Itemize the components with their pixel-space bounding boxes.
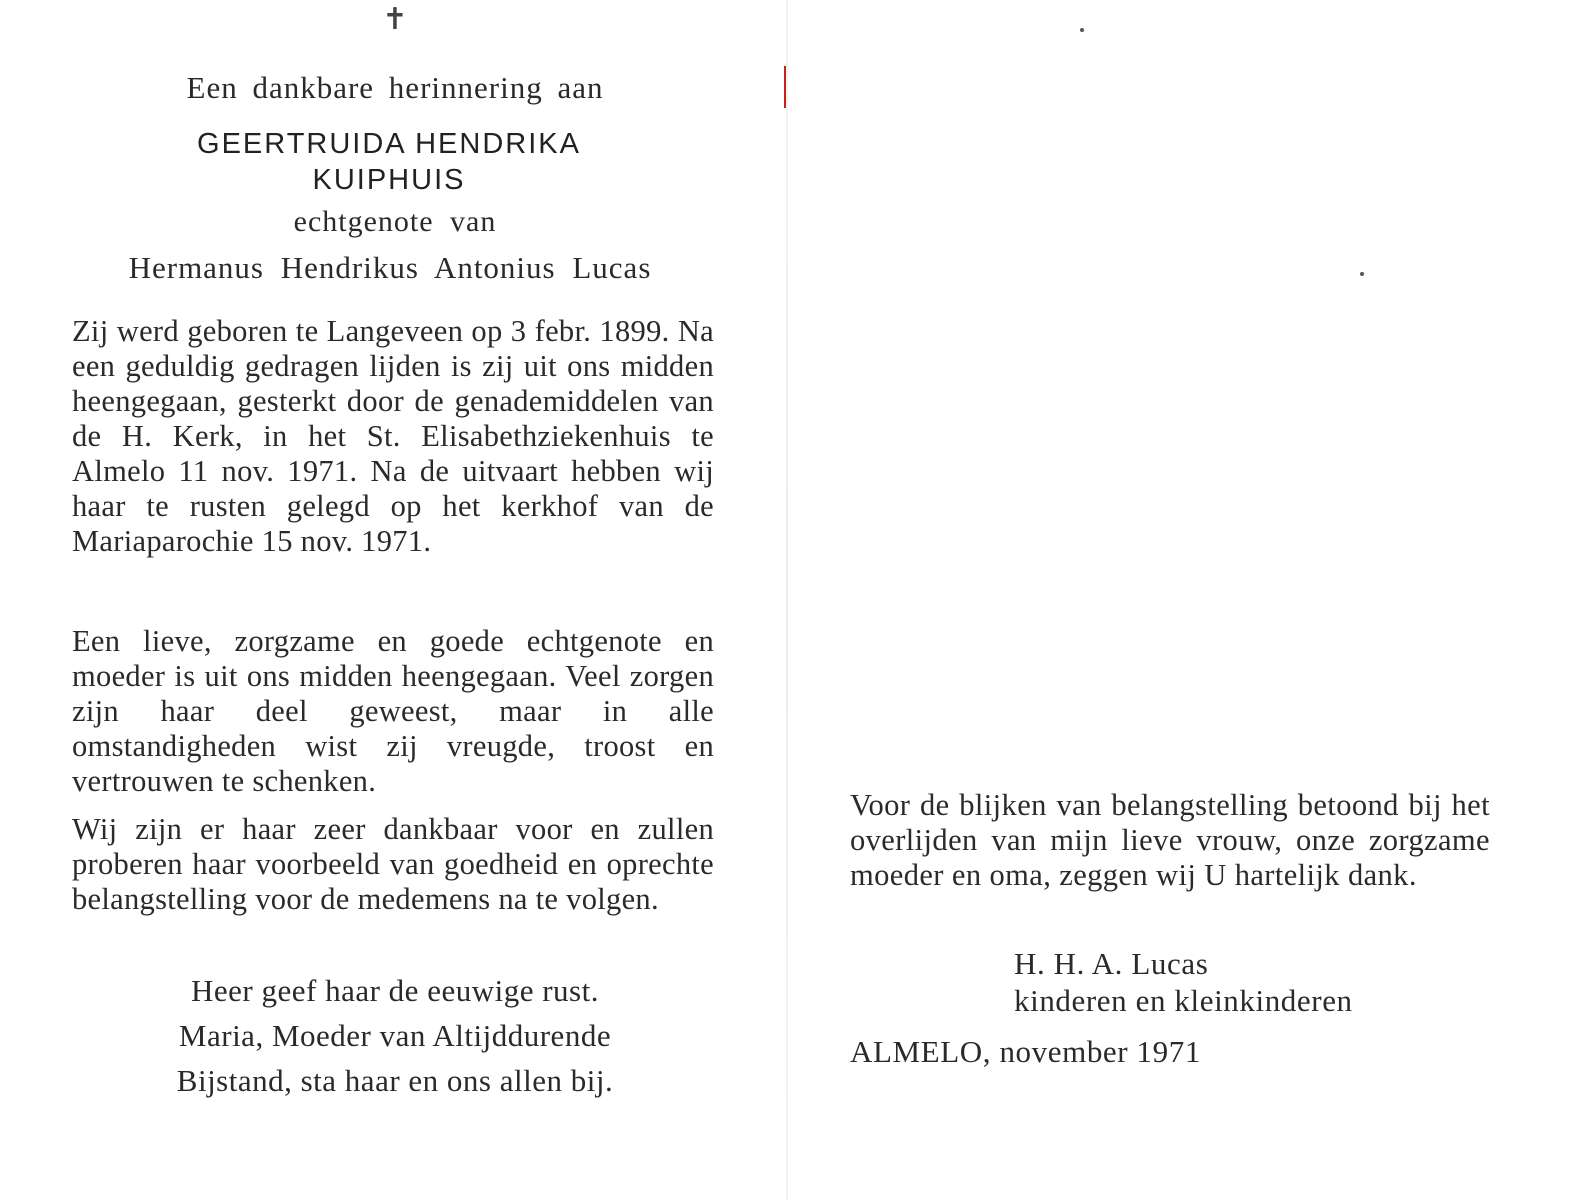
intro-line: Een dankbare herinnering aan	[186, 70, 604, 105]
thanks-paragraph: Voor de blijken van belangstelling betoond bij het overlijden van mijn lieve vrouw, onze zorgzame moeder en oma, zeggen wij U hartelijk dank.	[850, 788, 1490, 892]
card-fold	[786, 0, 788, 1200]
deceased-name-line-2: KUIPHUIS	[312, 164, 466, 196]
speck	[1080, 28, 1084, 32]
prayer-line-2: Maria, Moeder van Altijddurende	[178, 1018, 612, 1053]
place-date: ALMELO, november 1971	[850, 1034, 1201, 1069]
wife-paragraph: Een lieve, zorgzame en goede echtgenote en moeder is uit ons midden heengegaan. Veel zorgen zijn haar deel geweest, maar in alle omstandigheden wist zij vreugde, troost en vertrouwen te schenken.	[72, 624, 714, 798]
birth-paragraph: Zij werd geboren te Langeveen op 3 febr. 1899. Na een geduldig gedragen lijden is zij uit ons midden heengegaan, gesterkt door de genademiddelen van de H. Kerk, in het St. Elisabethziekenhuis te Almelo 11 nov. 1971. Na de uitvaart hebben wij haar te rusten gelegd op het kerkhof van de Mariaparochie 15 nov. 1971.	[72, 314, 714, 558]
signature-name: H. H. A. Lucas	[1014, 946, 1209, 981]
spouse-name: Hermanus Hendrikus Antonius Lucas	[128, 250, 652, 285]
cross-icon: ✝	[382, 3, 408, 36]
prayer-line-3: Bijstand, sta haar en ons allen bij.	[176, 1063, 614, 1098]
right-page	[790, 0, 1582, 1200]
left-page	[0, 0, 790, 1200]
prayer-line-1: Heer geef haar de eeuwige rust.	[191, 973, 599, 1008]
spouse-label: echtgenote van	[293, 205, 497, 238]
gratitude-paragraph: Wij zijn er haar zeer dankbaar voor en zullen proberen haar voorbeeld van goedheid en oprechte belangstelling voor de medemens na te volgen.	[72, 812, 714, 916]
deceased-name-line-1: GEERTRUIDA HENDRIKA	[197, 128, 581, 160]
signature-family: kinderen en kleinkinderen	[1014, 983, 1353, 1018]
speck	[1360, 272, 1364, 276]
fold-mark	[784, 66, 786, 108]
